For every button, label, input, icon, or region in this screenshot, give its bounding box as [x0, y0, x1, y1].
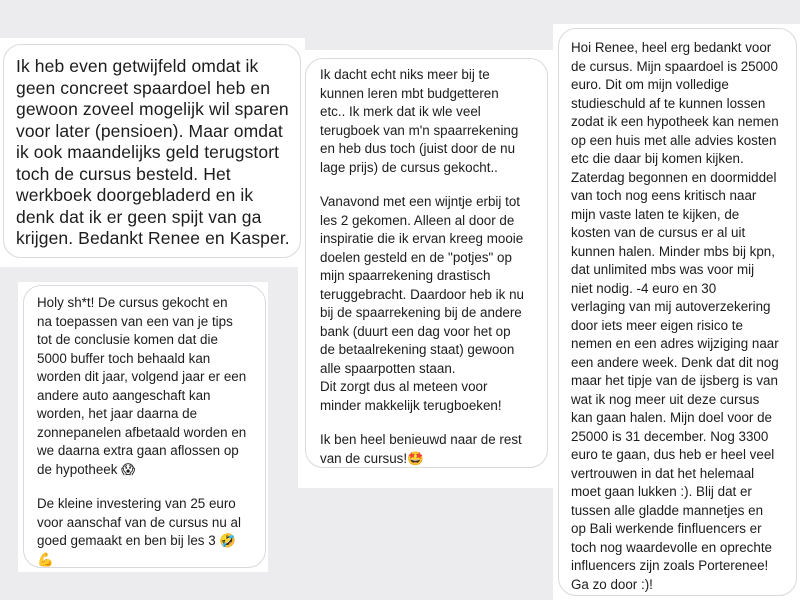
message-text: Ik heb even getwijfeld omdat ik geen concreet spaardoel heb en gewoon zoveel mogelijk wil sparen voor later (pensioen). Maar omdat ik ook maandelijks geld terugstort toch de cursus besteld. Het werkboek doorgebladerd en ik denk dat ik er geen spijt van ga krijgen. Bedankt Renee en Kasper. [16, 56, 290, 248]
message-text: Vanavond met een wijntje erbij tot les 2 gekomen. Alleen al door de inspiratie die ik ervan kreeg mooie doelen gesteld en de "potjes" op mijn spaarrekening drastisch teruggebracht. Daardoor heb ik nu bij de spaarrekening bij de andere bank (duurt een dag voor het op de betaalrekening staat) gewoon alle spaarpotten staan. Dit zorgt dus al meteen voor minder makkelijk terugboeken! [320, 194, 524, 413]
message-bubble [305, 58, 548, 468]
message-bubble [558, 28, 797, 596]
message-text: Ik ben heel benieuwd naar de rest van de cursus!🤩 [320, 432, 522, 466]
message-bubble [3, 44, 301, 258]
message-text: Ik dacht echt niks meer bij te kunnen leren mbt budgetteren etc.. Ik merk dat ik wle veel terugboek van m'n spaarrekening en heb dus toch (juist door de nu lage prijs) de cursus gekocht.. [320, 67, 519, 175]
message-text: Holy sh*t! De cursus gekocht en na toepassen van een van je tips tot de conclusie komen dat die 5000 buffer toch behaald kan worden dit jaar, volgend jaar er een andere auto aangeschaft kan worden, het jaar daarna de zonnepanelen afbetaald worden en we daarna extra gaan aflossen op de hypotheek 😱 [37, 295, 247, 477]
message-bubble [23, 285, 266, 568]
message-text: Hoi Renee, heel erg bedankt voor de cursus. Mijn spaardoel is 25000 euro. Dit om mijn volledige studieschuld af te kunnen lossen zodat ik een hypotheek kan nemen op een huis met alle advies kosten etc die daar bij komen kijken. Zaterdag begonnen en doormiddel van toch nog eens kritisch naar mijn vaste laten te kijken, de kosten van de cursus er al uit kunnen halen. Minder mbs bij kpn, dat unlimited mbs was voor mij niet nodig. -4 euro en 30 verlaging van mij autoverzekering door iets meer eigen risico te nemen en een adres wijziging naar een andere week. Denk dat dit nog maar het tipje van de ijsberg is van wat ik nog meer uit deze cursus kan gaan halen. Mijn doel voor de 25000 is 31 december. Nog 3300 euro te gaan, dus heb er heel veel vertrouwen in dat het helemaal moet gaan lukken :). Blij dat er tussen alle gladde mannetjes en op Bali werkende finfluencers er toch nog waardevolle en oprechte influencers zijn zoals Porterenee! Ga zo door :)! [571, 40, 779, 592]
message-text: De kleine investering van 25 euro voor aanschaf van de cursus nu al goed gemaakt en ben bij les 3 🤣 💪 [37, 496, 241, 567]
